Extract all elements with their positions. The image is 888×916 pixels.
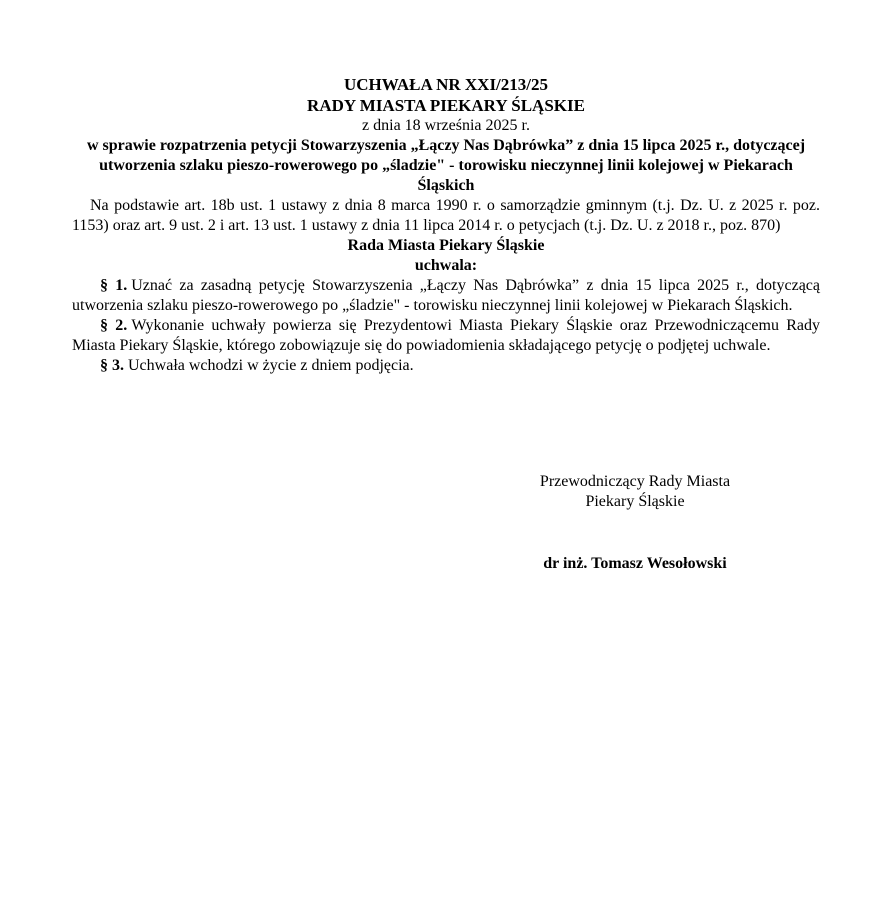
- section-2-text: Wykonanie uchwały powierza się Prezydentowi Miasta Piekary Śląskie oraz Przewodniczącemu Rady Miasta Piekary Śląskie, którego zobowiązuje się do powiadomienia składającego petycję o podjętej uchwale.: [72, 317, 821, 354]
- legal-basis-paragraph: Na podstawie art. 18b ust. 1 ustawy z dnia 8 marca 1990 r. o samorządzie gminnym (t.j. Dz. U. z 2025 r. poz. 1153) oraz art. 9 ust. 2 i art. 13 ust. 1 ustawy z dnia 11 lipca 2014 r. o petycjach (t.j. Dz. U. z 2018 r., poz. 870): [72, 197, 820, 234]
- enacting-authority: Rada Miasta Piekary Śląskie: [347, 237, 545, 254]
- issuing-authority: RADY MIASTA PIEKARY ŚLĄSKIE: [307, 96, 585, 115]
- signature-name: dr inż. Tomasz Wesołowski: [543, 555, 727, 572]
- enacting-formula: [72, 236, 820, 276]
- section-1-marker: § 1.: [100, 277, 128, 294]
- signature-role-line2: Piekary Śląskie: [585, 493, 685, 510]
- signature-block: [490, 472, 780, 574]
- section-paragraph-1: [72, 276, 820, 316]
- resolution-date: z dnia 18 września 2025 r.: [362, 117, 530, 134]
- section-paragraph-3: [72, 356, 820, 376]
- signature-role: [490, 472, 780, 512]
- section-2-marker: § 2.: [100, 317, 128, 334]
- resolution-subject: w sprawie rozpatrzenia petycji Stowarzyszenia „Łączy Nas Dąbrówka” z dnia 15 lipca 2025 r., dotyczącej utworzenia szlaku pieszo-rowerowego po „śladzie" - torowisku nieczynnej linii kolejowej w Piekarach Śląskich: [86, 137, 806, 194]
- section-3-text: Uchwała wchodzi w życie z dniem podjęcia.: [128, 357, 414, 374]
- resolution-number: UCHWAŁA NR XXI/213/25: [343, 75, 549, 94]
- enacting-word: uchwala:: [414, 257, 478, 274]
- document-title: [72, 74, 820, 116]
- section-paragraph-2: [72, 316, 820, 356]
- section-3-marker: § 3.: [100, 357, 124, 374]
- signature-role-line1: Przewodniczący Rady Miasta: [539, 473, 731, 490]
- section-1-text: Uznać za zasadną petycję Stowarzyszenia „Łączy Nas Dąbrówka” z dnia 15 lipca 2025 r., dotyczącą utworzenia szlaku pieszo-rowerowego po „śladzie" - torowisku nieczynnej linii kolejowej w Piekarach Śląskich.: [72, 277, 820, 314]
